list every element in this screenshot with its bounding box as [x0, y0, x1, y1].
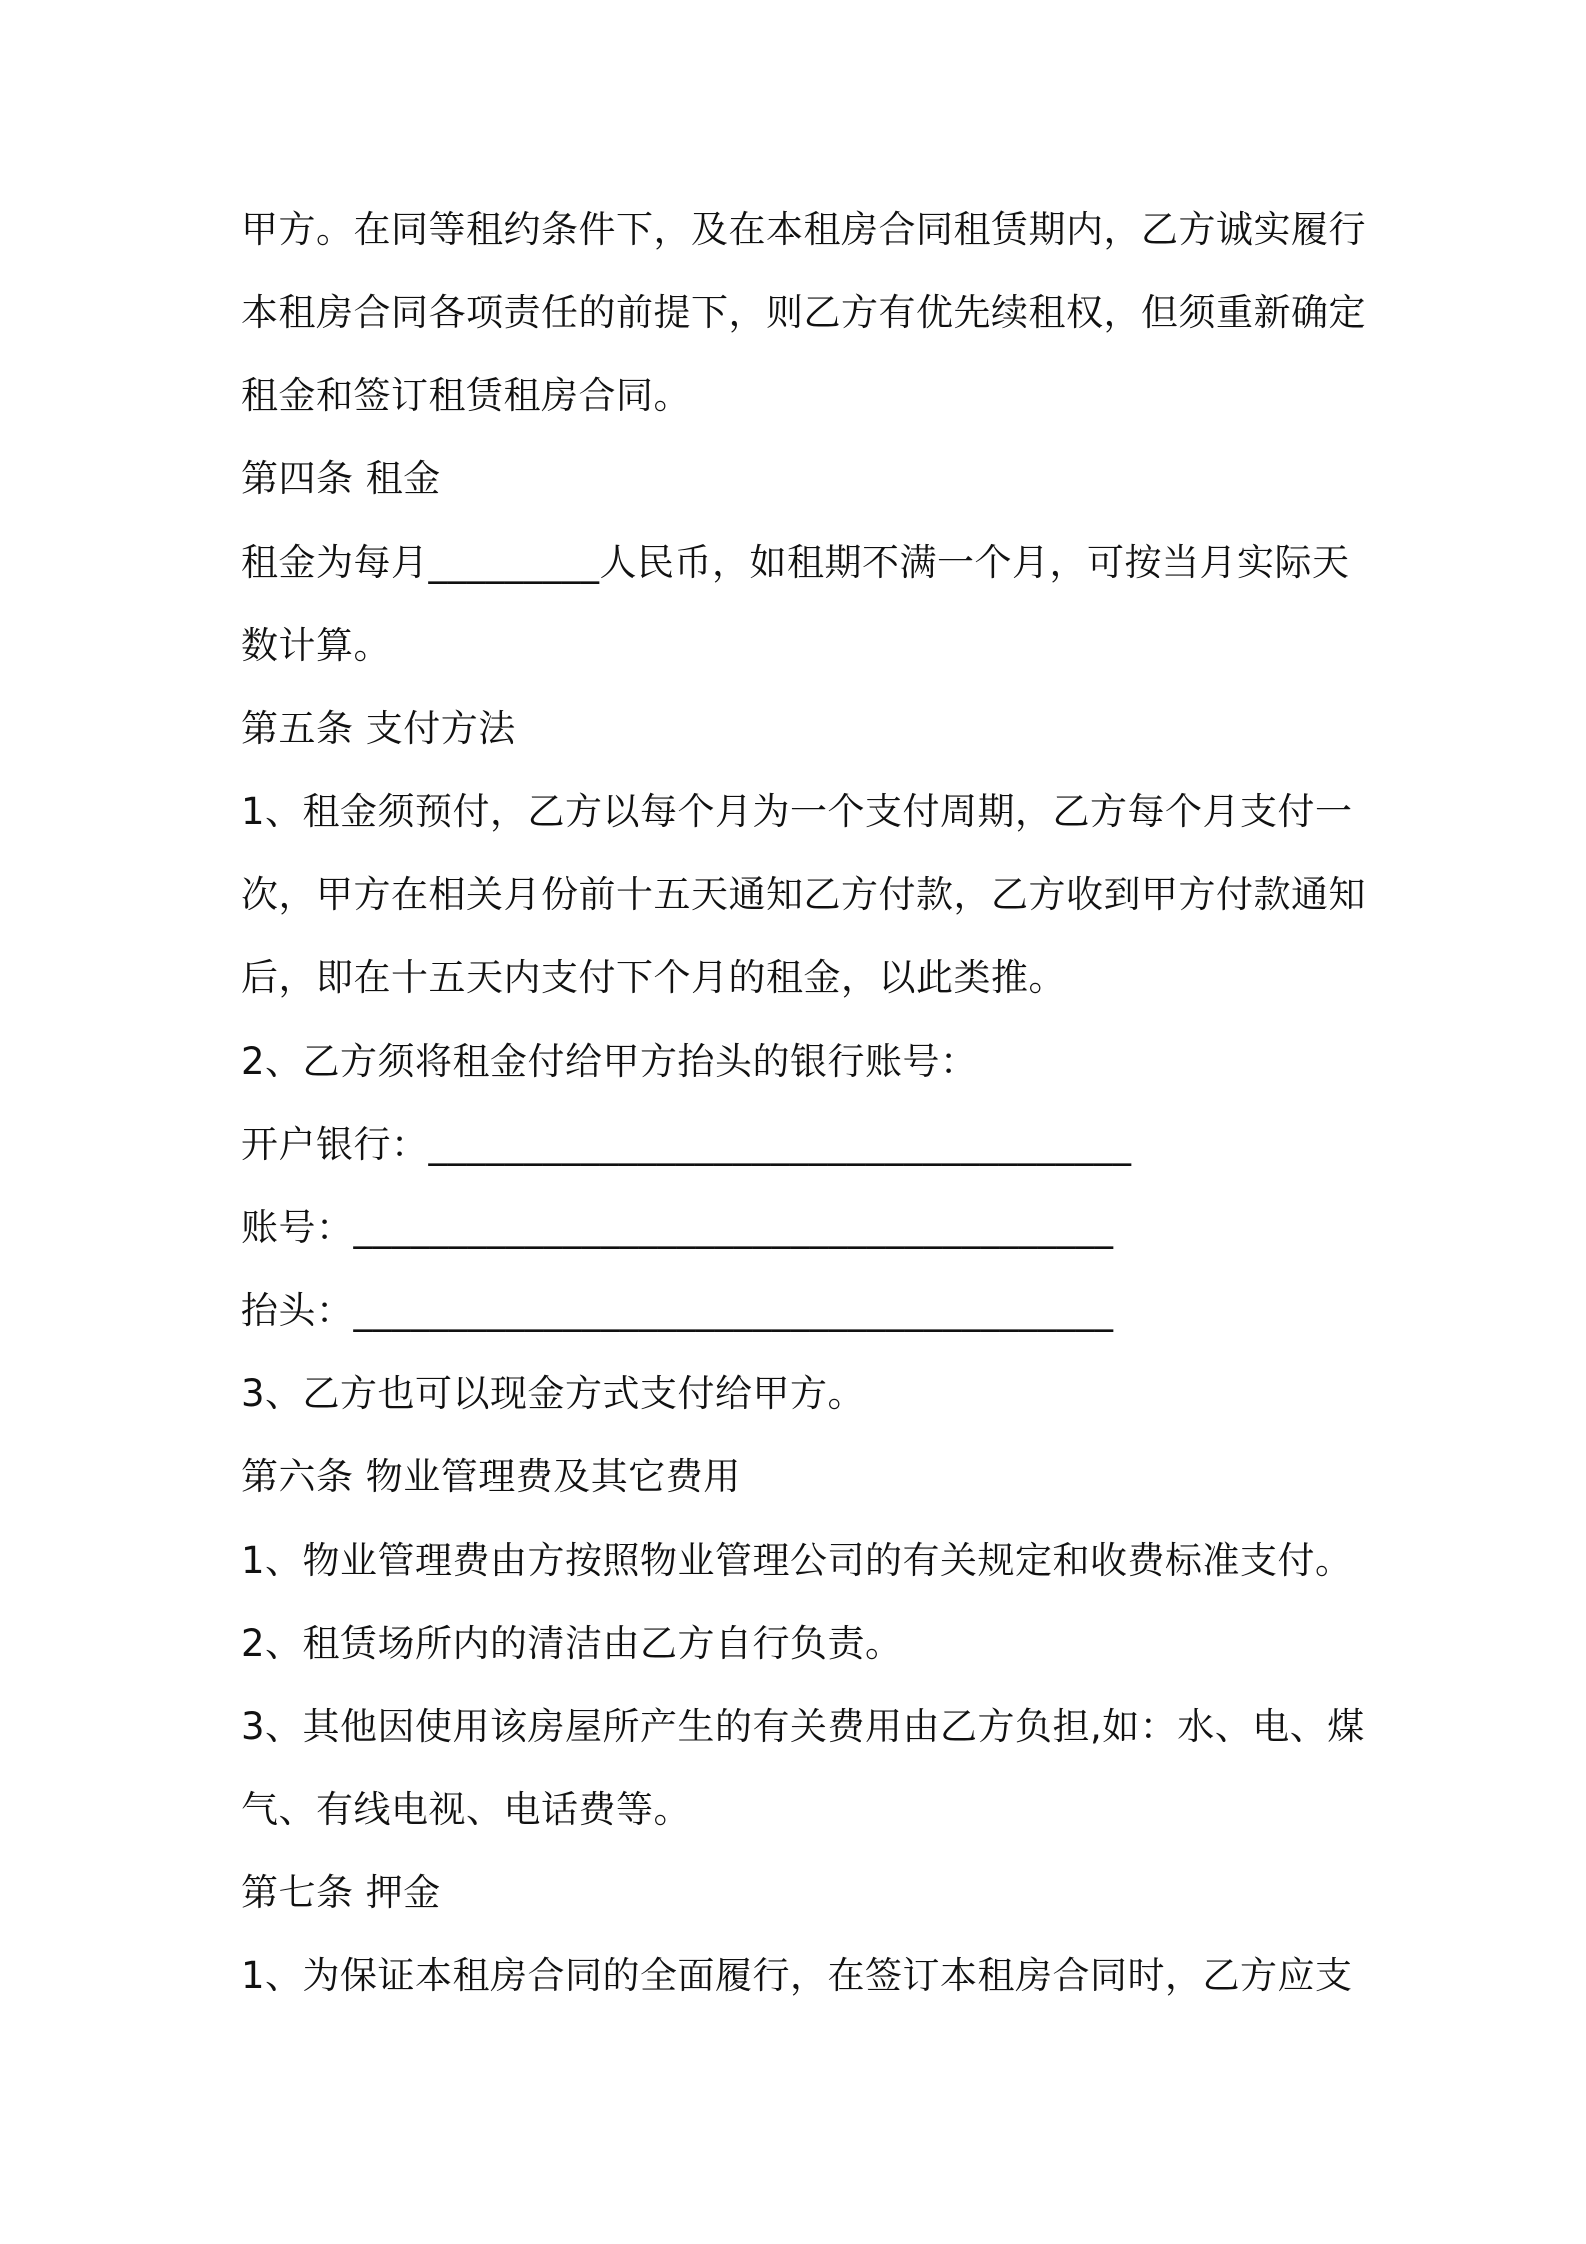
section-heading-article-6: 第六条 物业管理费及其它费用	[241, 1455, 741, 1498]
section-heading-article-4: 第四条 租金	[241, 457, 441, 500]
paragraph-line: 数计算。	[241, 624, 391, 667]
paragraph-line: 2、租赁场所内的清洁由乙方自行负责。	[241, 1622, 903, 1665]
paragraph-line: 租金和签订租赁租房合同。	[241, 374, 691, 417]
paragraph-line: 3、其他因使用该房屋所产生的有关费用由乙方负担,如：水、电、煤	[241, 1705, 1365, 1748]
account-number-field: 账号：________________________________________	[241, 1206, 1114, 1249]
paragraph-line: 次，甲方在相关月份前十五天通知乙方付款，乙方收到甲方付款通知	[241, 873, 1366, 916]
section-heading-article-5: 第五条 支付方法	[241, 707, 516, 750]
paragraph-line: 后，即在十五天内支付下个月的租金，以此类推。	[241, 956, 1066, 999]
account-holder-field: 抬头：________________________________________	[241, 1289, 1114, 1332]
paragraph-line: 租金为每月_________人民币，如租期不满一个月，可按当月实际天	[241, 541, 1350, 584]
paragraph-line: 1、租金须预付，乙方以每个月为一个支付周期，乙方每个月支付一	[241, 790, 1353, 833]
section-heading-article-7: 第七条 押金	[241, 1871, 441, 1914]
paragraph-line: 本租房合同各项责任的前提下，则乙方有优先续租权，但须重新确定	[241, 291, 1366, 334]
paragraph-line: 1、物业管理费由方按照物业管理公司的有关规定和收费标准支付。	[241, 1539, 1353, 1582]
bank-name-field: 开户银行：_____________________________________	[241, 1123, 1132, 1166]
paragraph-line: 1、为保证本租房合同的全面履行，在签订本租房合同时，乙方应支	[241, 1954, 1353, 1997]
paragraph-line: 2、乙方须将租金付给甲方抬头的银行账号：	[241, 1040, 978, 1083]
paragraph-line: 气、有线电视、电话费等。	[241, 1788, 691, 1831]
paragraph-line: 甲方。在同等租约条件下，及在本租房合同租赁期内，乙方诚实履行	[241, 208, 1366, 251]
paragraph-line: 3、乙方也可以现金方式支付给甲方。	[241, 1372, 866, 1415]
